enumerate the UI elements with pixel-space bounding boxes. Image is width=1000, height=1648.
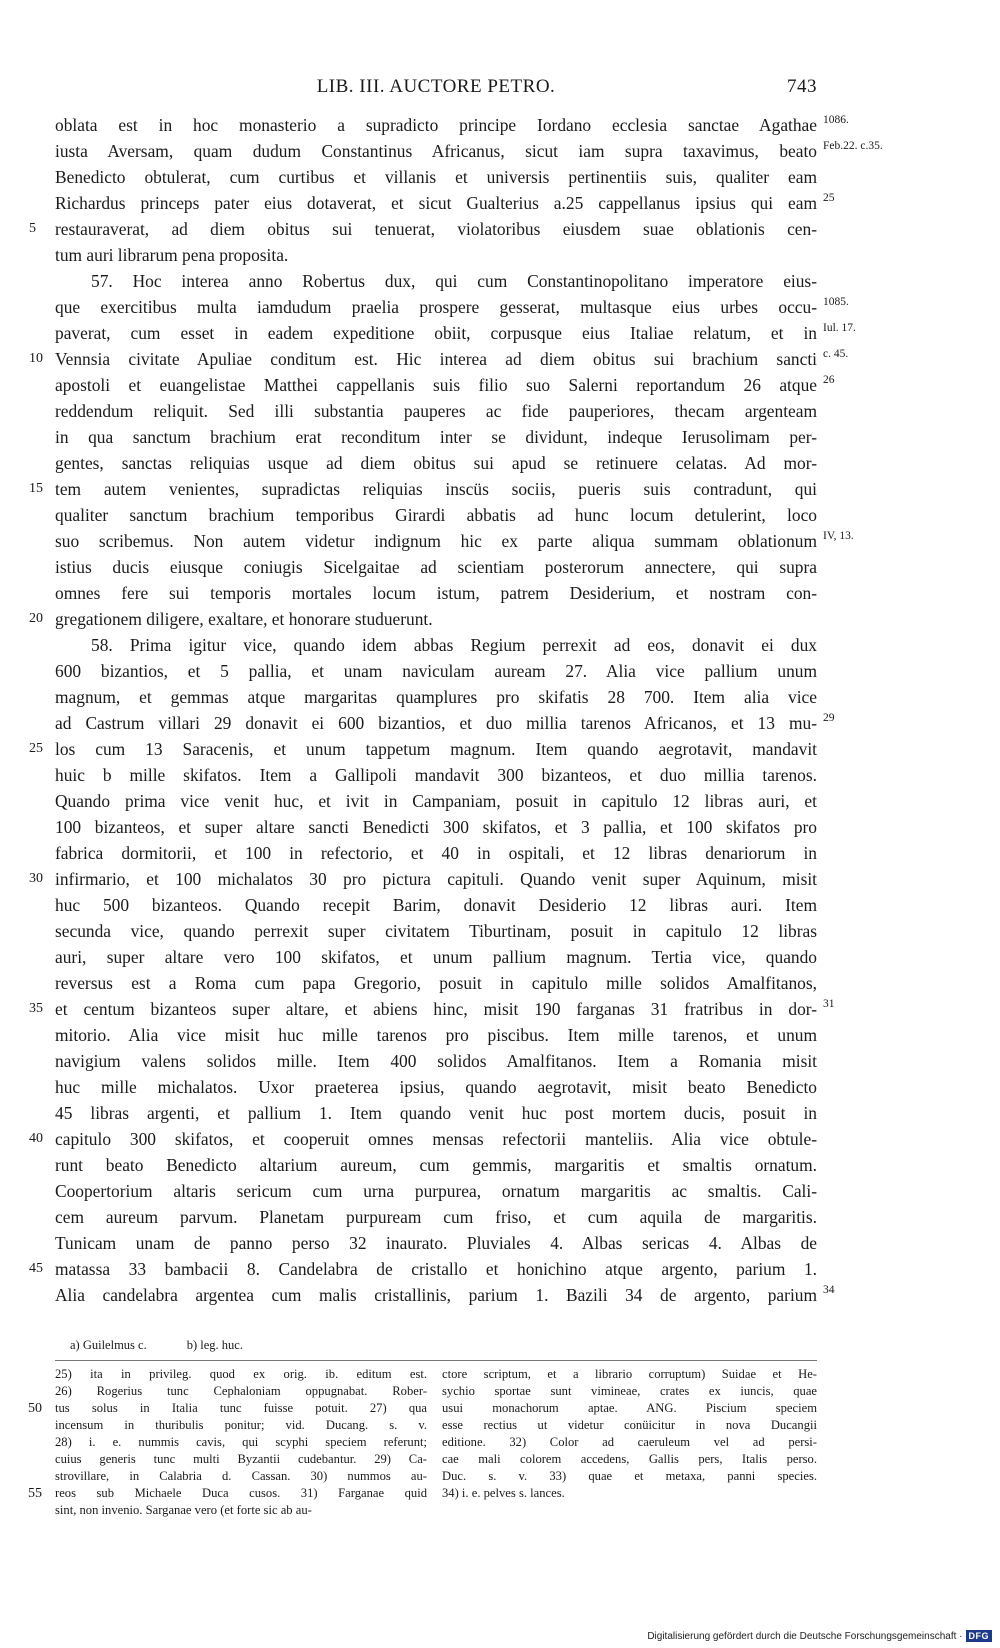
line-text: huc 500 bizanteos. Quando recepit Barim, donavit Desiderio 12 libras auri. Item — [55, 895, 817, 915]
footnote-text: cae mali colorem accedens, Gallis pers, Italis perso. — [442, 1452, 817, 1466]
footnotes-left-column — [28, 1366, 427, 1519]
footnote-line — [442, 1485, 817, 1502]
page-number: 743 — [787, 76, 817, 97]
text-line — [29, 996, 835, 1022]
line-number: 15 — [29, 481, 43, 496]
line-text: magnum, et gemmas atque margaritas quamplures pro skifatis 28 700. Item alia vice — [55, 687, 817, 707]
footnote-text: usui monachorum aptae. ANG. Piscium speciem — [442, 1401, 817, 1415]
footnote-line — [442, 1400, 817, 1417]
footnote-line — [55, 1417, 427, 1434]
text-line — [55, 840, 817, 866]
dfg-logo: DFG — [966, 1630, 993, 1642]
line-text: ad Castrum villari 29 donavit ei 600 bizantios, et duo millia tarenos Africanos, et 13 mu- — [55, 713, 817, 733]
line-text: fabrica dormitorii, et 100 in refectorio, et 40 in ospitali, et 12 libras denariorum in — [55, 843, 817, 863]
footnote-text: incensum in thuribulis ponitur; vid. Ducang. s. v. — [55, 1418, 427, 1432]
line-text: suo scribemus. Non autem videtur indignum hic ex parte aliqua summam oblationum — [55, 531, 817, 551]
line-text: 57. Hoc interea anno Robertus dux, qui cum Constantinopolitano imperatore eius- — [91, 271, 817, 291]
line-number: 35 — [29, 1001, 43, 1016]
line-text: navigium valens solidos mille. Item 400 solidos Amalfitanos. Item a Romania misit — [55, 1051, 817, 1071]
header-title: LIB. III. AUCTORE PETRO. — [316, 76, 556, 97]
text-line — [55, 554, 817, 580]
footnote-line — [442, 1366, 817, 1383]
line-text: matassa 33 bambacii 8. Candelabra de cristallo et honichino atque argento, parium 1. — [55, 1259, 817, 1279]
line-text: Quando prima vice venit huc, et ivit in Campaniam, posuit in capitulo 12 libras auri, et — [55, 791, 817, 811]
text-line — [55, 788, 817, 814]
footnote-line — [28, 1485, 427, 1502]
margin-note: 1085. — [823, 296, 849, 308]
line-text: Alia candelabra argentea cum malis cristallinis, parium 1. Bazili 34 de argento, parium — [55, 1285, 817, 1305]
line-text: omnes fere sui temporis mortales locum istum, patrem Desiderium, et nostram con- — [55, 583, 817, 603]
footnote-line — [55, 1434, 427, 1451]
line-text: Coopertorium altaris sericum cum urna purpurea, ornatum margaritis ac smaltis. Cali- — [55, 1181, 817, 1201]
text-line — [55, 242, 817, 268]
line-text: iusta Aversam, quam dudum Constantinus Africanus, sicut iam supra taxavimus, beato — [55, 141, 817, 161]
apparatus-note: a) Guilelmus c. — [70, 1338, 147, 1352]
main-text — [29, 112, 883, 1308]
text-line — [55, 1204, 817, 1230]
text-line — [55, 164, 817, 190]
digitization-credit — [647, 1630, 992, 1642]
footnote-line — [55, 1451, 427, 1468]
line-text: qualiter sanctum brachium temporibus Girardi abbatis ad hunc locum detulerint, loco — [55, 505, 817, 525]
text-line — [55, 892, 817, 918]
text-line — [55, 944, 817, 970]
text-line — [55, 814, 817, 840]
credit-text: Digitalisierung gefördert durch die Deutsche Forschungsgemeinschaft · — [647, 1630, 963, 1642]
footnote-rule — [55, 1360, 817, 1361]
footnote-text: editione. 32) Color ad caeruleum vel ad persi- — [442, 1435, 817, 1449]
text-line — [55, 1152, 817, 1178]
text-line — [29, 346, 849, 372]
line-text: huc mille michalatos. Uxor praeterea ipsius, quando aegrotavit, misit beato Benedicto — [55, 1077, 817, 1097]
text-line — [55, 918, 817, 944]
text-line — [29, 1256, 817, 1282]
line-text: in qua sanctum brachium erat reconditum inter se dividunt, indeque Ierusolimam per- — [55, 427, 817, 447]
footnote-line — [55, 1468, 427, 1485]
line-text: 100 bizanteos, et super altare sancti Benedicti 300 skifatos, et 3 pallia, et 100 skifatos pro — [55, 817, 817, 837]
running-header — [55, 76, 817, 100]
text-line — [55, 502, 817, 528]
text-line — [55, 268, 817, 294]
line-number: 40 — [29, 1131, 43, 1146]
line-text: huic b mille skifatos. Item a Gallipoli mandavit 300 bizanteos, et duo millia tarenos. — [55, 765, 817, 785]
text-line — [55, 398, 817, 424]
text-line — [29, 606, 817, 632]
footnote-text: strovillare, in Calabria d. Cassan. 30) nummos au- — [55, 1469, 427, 1483]
margin-note: Feb.22. c.35. — [823, 140, 883, 152]
footnote-text: esse rectius ut videtur conüicitur in nova Ducangii — [442, 1418, 817, 1432]
footnote-line — [55, 1383, 427, 1400]
apparatus-note: b) leg. huc. — [186, 1338, 243, 1352]
text-line — [55, 1100, 817, 1126]
footnote-line — [442, 1417, 817, 1434]
text-line — [29, 1126, 817, 1152]
line-text: paverat, cum esset in eadem expeditione obiit, corpusque eius Italiae relatum, et in — [55, 323, 817, 343]
line-text: Richardus princeps pater eius dotaverat, et sicut Gualterius a.25 cappellanus ipsius qui eam — [55, 193, 817, 213]
margin-note: c. 45. — [823, 348, 849, 360]
text-line — [55, 1074, 817, 1100]
line-text: 58. Prima igitur vice, quando idem abbas Regium perrexit ad eos, donavit ei dux — [91, 635, 817, 655]
text-line — [55, 112, 849, 138]
footnotes-right-column — [442, 1366, 817, 1502]
footnote-text: ctore scriptum, et a librario corruptum) Suidae et He- — [442, 1367, 817, 1381]
line-text: et centum bizanteos super altare, et abiens hinc, misit 190 farganas 31 fratribus in dor- — [55, 999, 817, 1019]
line-number: 30 — [29, 871, 43, 886]
text-line — [29, 866, 817, 892]
text-line — [29, 476, 817, 502]
line-number: 55 — [28, 1486, 42, 1501]
footnote-line — [55, 1502, 427, 1519]
text-line — [29, 216, 817, 242]
margin-note: Iul. 17. — [823, 322, 856, 334]
text-line — [55, 1178, 817, 1204]
footnote-line — [442, 1451, 817, 1468]
line-text: Tunicam unam de panno perso 32 inaurato. Pluviales 4. Albas sericas 4. Albas de — [55, 1233, 817, 1253]
footnote-text: sint, non invenio. Sarganae vero (et forte sic ab au- — [55, 1503, 312, 1517]
footnote-text: tus solus in Italia tunc fuisse potuit. 27) qua — [55, 1401, 427, 1415]
footnote-line — [442, 1383, 817, 1400]
text-line — [55, 1230, 817, 1256]
margin-note: IV, 13. — [823, 530, 854, 542]
line-text: 45 libras argenti, et pallium 1. Item quando venit huc post mortem ducis, posuit in — [55, 1103, 817, 1123]
text-line — [55, 658, 817, 684]
line-number: 25 — [29, 741, 43, 756]
line-number: 5 — [29, 221, 36, 236]
critical-apparatus — [70, 1338, 283, 1353]
text-line — [29, 736, 817, 762]
footnote-text: cuius generis tunc multi Byzantii cudebantur. 29) Ca- — [55, 1452, 427, 1466]
line-text: Benedicto obtulerat, cum curtibus et villanis et universis pertinentiis suis, qualiter eam — [55, 167, 817, 187]
footnote-text: Duc. s. v. 33) quae et metaxa, panni species. — [442, 1469, 817, 1483]
line-text: los cum 13 Saracenis, et unum tappetum magnum. Item quando aegrotavit, mandavit — [55, 739, 817, 759]
text-line — [55, 970, 817, 996]
footnote-text: 25) ita in privileg. quod ex orig. ib. editum est. — [55, 1367, 427, 1381]
line-text: cem aureum parvum. Planetam purpuream cum friso, et cum aquila de margaritis. — [55, 1207, 817, 1227]
line-text: que exercitibus multa iamdudum praelia prospere gesserat, multasque eius urbes occu- — [55, 297, 817, 317]
line-text: tum auri librarum pena proposita. — [55, 245, 289, 265]
line-text: Vennsia civitate Apuliae conditum est. Hic interea ad diem obitus sui brachium sancti — [55, 349, 817, 369]
line-text: 600 bizantios, et 5 pallia, et unam naviculam auream 27. Alia vice pallium unum — [55, 661, 817, 681]
line-text: reddendum reliquit. Sed illi substantia pauperes ac fide pauperiores, thecam argenteam — [55, 401, 817, 421]
line-text: mitorio. Alia vice misit huc mille tarenos pro piscibus. Item mille tarenos, et unum — [55, 1025, 817, 1045]
line-number: 20 — [29, 611, 43, 626]
margin-note: 31 — [823, 998, 835, 1010]
footnote-text: 34) i. e. pelves s. lances. — [442, 1486, 565, 1500]
line-text: oblata est in hoc monasterio a supradicto principe Iordano ecclesia sanctae Agathae — [55, 115, 817, 135]
text-line — [55, 528, 854, 554]
text-line — [55, 190, 835, 216]
footnote-text: 26) Rogerius tunc Cephaloniam oppugnabat. Rober- — [55, 1384, 427, 1398]
text-line — [55, 580, 817, 606]
margin-note: 25 — [823, 192, 835, 204]
text-line — [55, 294, 849, 320]
line-text: gregationem diligere, exaltare, et honorare studuerunt. — [55, 609, 433, 629]
footnote-text: 28) i. e. nummis cavis, qui scyphi speciem referunt; — [55, 1435, 427, 1449]
line-text: istius ducis eiusque coniugis Sicelgaitae ad scientiam posterorum annectere, qui supra — [55, 557, 817, 577]
line-text: apostoli et euangelistae Matthei cappellanis suis filio suo Salerni reportandum 26 atque — [55, 375, 817, 395]
footnote-line — [442, 1434, 817, 1451]
line-number: 10 — [29, 351, 43, 366]
text-line — [55, 710, 835, 736]
line-text: restauraverat, ad diem obitus sui tenuerat, violatoribus eiusdem suae oblationis cen- — [55, 219, 817, 239]
text-line — [55, 1048, 817, 1074]
margin-note: 1086. — [823, 114, 849, 126]
text-line — [55, 372, 835, 398]
line-text: gentes, sanctas reliquias usque ad diem obitus sui apud se retinuere celatas. Ad mor- — [55, 453, 817, 473]
text-line — [55, 1282, 835, 1308]
footnote-line — [55, 1366, 427, 1383]
margin-note: 26 — [823, 374, 835, 386]
line-text: tem autem venientes, supradictas reliquias inscüs sociis, pueris suis contradunt, qui — [55, 479, 817, 499]
line-text: auri, super altare vero 100 skifatos, et unum pallium magnum. Tertia vice, quando — [55, 947, 817, 967]
text-line — [55, 450, 817, 476]
footnote-text: sychio sportae sunt vimineae, crates ex iuncis, quae — [442, 1384, 817, 1398]
text-line — [55, 424, 817, 450]
line-text: infirmario, et 100 michalatos 30 pro pictura capituli. Quando venit super Aquinum, misit — [55, 869, 817, 889]
line-text: secunda vice, quando perrexit super civitatem Tiburtinam, posuit in capitulo 12 libras — [55, 921, 817, 941]
text-line — [55, 1022, 817, 1048]
margin-note: 34 — [823, 1284, 835, 1296]
line-text: reversus est a Roma cum papa Gregorio, posuit in capitulo mille solidos Amalfitanos, — [55, 973, 817, 993]
line-text: runt beato Benedicto altarium aureum, cum gemmis, margaritis et smaltis ornatum. — [55, 1155, 817, 1175]
line-number: 45 — [29, 1261, 43, 1276]
text-line — [55, 632, 817, 658]
footnote-line — [28, 1400, 427, 1417]
line-text: capitulo 300 skifatos, et cooperuit omnes mensas refectorii manteliis. Alia vice obtule- — [55, 1129, 817, 1149]
margin-note: 29 — [823, 712, 835, 724]
text-line — [55, 138, 883, 164]
text-line — [55, 684, 817, 710]
footnote-text: reos sub Michaele Duca cusos. 31) Farganae quid — [55, 1486, 427, 1500]
text-line — [55, 320, 856, 346]
text-line — [55, 762, 817, 788]
footnote-line — [442, 1468, 817, 1485]
line-number: 50 — [28, 1401, 42, 1416]
